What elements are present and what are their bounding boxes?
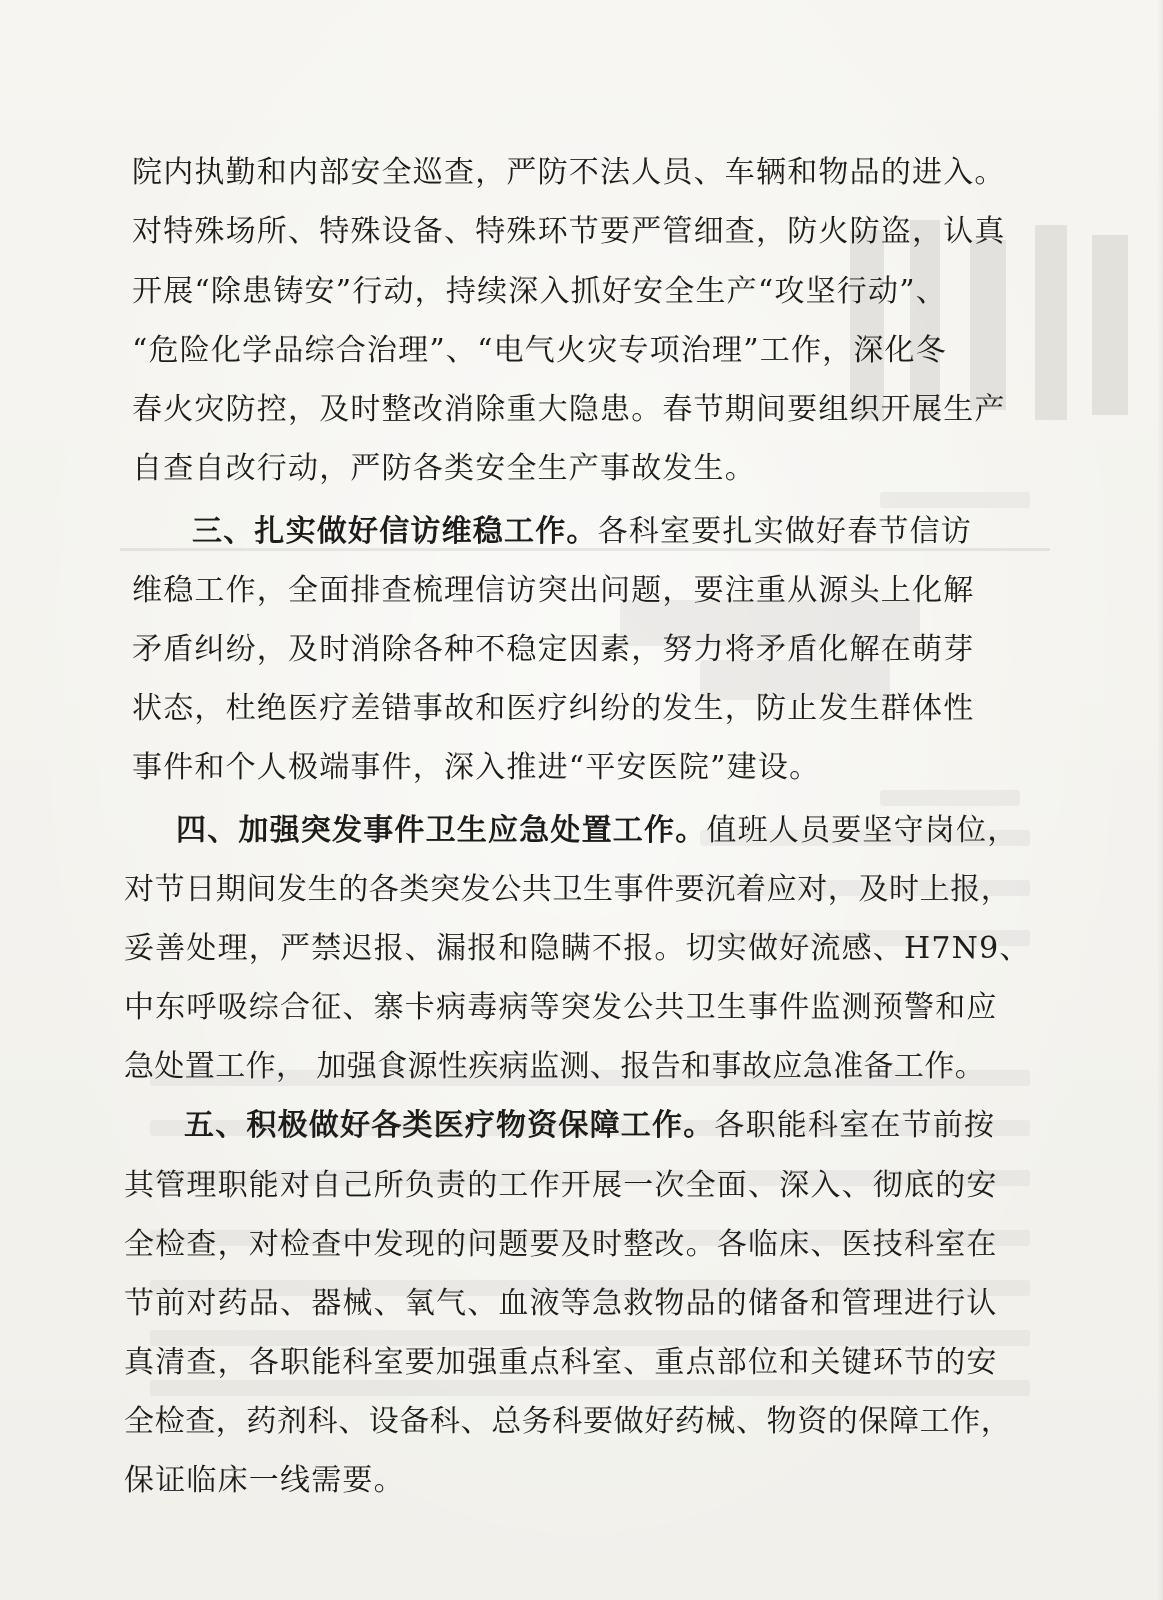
body-line: 其管理职能对自己所负责的工作开展一次全面、深入、彻底的安 xyxy=(124,1168,998,1203)
section-3-heading: 三、扎实做好信访维稳工作。 xyxy=(192,514,598,549)
body-line: “危险化学品综合治理”、“电气火灾专项治理”工作，深化冬 xyxy=(132,333,947,368)
section-4-heading: 四、加强突发事件卫生应急处置工作。 xyxy=(176,813,707,848)
body-line: 维稳工作，全面排查梳理信访突出问题，要注重从源头上化解 xyxy=(132,573,975,608)
section-5-first-line-text: 各职能科室在节前按 xyxy=(714,1108,996,1143)
body-line: 保证临床一线需要。 xyxy=(124,1463,405,1498)
body-line: 自查自改行动，严防各类安全生产事故发生。 xyxy=(132,451,756,486)
bleed-through-line xyxy=(880,492,1030,508)
bleed-through-line xyxy=(880,790,1020,806)
page-edge-shadow xyxy=(1157,0,1163,1600)
body-line: 节前对药品、器械、氧气、血液等急救物品的储备和管理进行认 xyxy=(124,1286,998,1321)
body-line: 中东呼吸综合征、寨卡病毒病等突发公共卫生事件监测预警和应 xyxy=(124,990,998,1025)
body-line: 院内执勤和内部安全巡查，严防不法人员、车辆和物品的进入。 xyxy=(132,155,1006,190)
bleed-through-line xyxy=(150,1380,1030,1396)
body-line: 对节日期间发生的各类突发公共卫生事件要沉着应对，及时上报， xyxy=(124,872,1012,907)
bleed-through-line xyxy=(150,1330,1030,1346)
body-line: 全检查，药剂科、设备科、总务科要做好药械、物资的保障工作， xyxy=(124,1404,1012,1439)
section-3-first-line-text: 各科室要扎实做好春节信访 xyxy=(597,514,973,549)
body-line: 状态，杜绝医疗差错事故和医疗纠纷的发生，防止发生群体性 xyxy=(132,691,975,726)
section-3-first-line xyxy=(192,514,972,550)
body-line: 全检查，对检查中发现的问题要及时整改。各临床、医技科室在 xyxy=(124,1227,998,1262)
section-5-heading: 五、积极做好各类医疗物资保障工作。 xyxy=(184,1108,715,1143)
body-line: 矛盾纠纷，及时消除各种不稳定因素，努力将矛盾化解在萌芽 xyxy=(132,632,975,667)
body-line: 真清查，各职能科室要加强重点科室、重点部位和关键环节的安 xyxy=(124,1345,998,1380)
section-5-first-line xyxy=(184,1108,995,1144)
section-4-first-line-text: 值班人员要坚守岗位， xyxy=(706,813,1019,848)
body-line: 事件和个人极端事件，深入推进“平安医院”建设。 xyxy=(132,750,821,785)
body-line: 开展“除患铸安”行动，持续深入抓好安全生产“攻坚行动”、 xyxy=(132,274,947,309)
body-line: 对特殊场所、特殊设备、特殊环节要严管细查，防火防盗，认真 xyxy=(132,214,1006,249)
body-line: 妥善处理，严禁迟报、漏报和隐瞒不报。切实做好流感、H7N9、 xyxy=(124,931,1031,966)
body-line: 急处置工作， 加强食源性疾病监测、报告和事故应急准备工作。 xyxy=(124,1049,986,1084)
body-line: 春火灾防控，及时整改消除重大隐患。春节期间要组织开展生产 xyxy=(132,392,1006,427)
section-4-first-line xyxy=(176,813,1018,849)
